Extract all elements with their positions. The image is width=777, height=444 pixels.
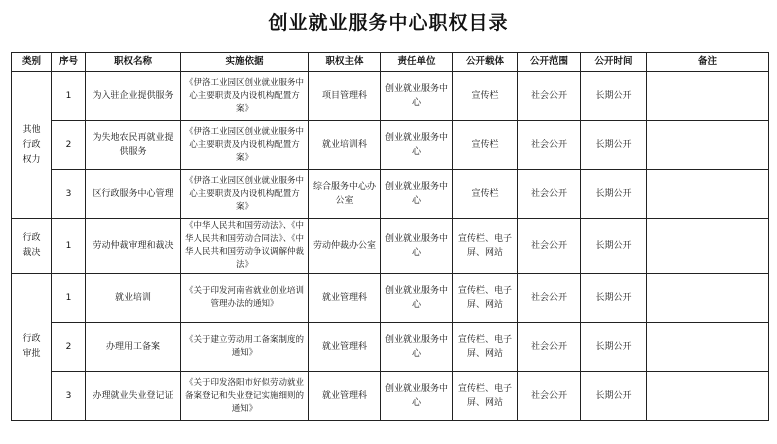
cell-subject: 项目管理科 [309, 72, 381, 121]
cell-remark [647, 121, 769, 170]
header-row [12, 53, 769, 72]
cell-basis: 《伊洛工业园区创业就业服务中心主要职责及内设机构配置方案》 [181, 121, 309, 170]
cell-responsible-unit: 创业就业服务中心 [381, 372, 453, 421]
header-subject: 职权主体 [309, 53, 381, 72]
cell-carrier: 宣传栏、电子屏、网站 [453, 323, 518, 372]
header-carrier: 公开载体 [453, 53, 518, 72]
cell-responsible-unit: 创业就业服务中心 [381, 274, 453, 323]
cell-authority-name: 就业培训 [86, 274, 181, 323]
cell-responsible-unit: 创业就业服务中心 [381, 72, 453, 121]
cell-subject: 就业管理科 [309, 372, 381, 421]
header-responsible-unit: 责任单位 [381, 53, 453, 72]
cell-scope: 社会公开 [518, 219, 581, 274]
table-row [12, 274, 769, 323]
cell-authority-name: 为失地农民再就业提供服务 [86, 121, 181, 170]
cell-authority-name: 区行政服务中心管理 [86, 170, 181, 219]
cell-responsible-unit: 创业就业服务中心 [381, 121, 453, 170]
cell-subject: 就业培训科 [309, 121, 381, 170]
cell-subject: 综合服务中心办公室 [309, 170, 381, 219]
cell-basis: 《关于印发河南省就业创业培训管理办法的通知》 [181, 274, 309, 323]
cell-category: 其他 行政 权力 [12, 72, 52, 219]
cell-subject: 就业管理科 [309, 274, 381, 323]
cell-time: 长期公开 [581, 372, 647, 421]
table-row [12, 323, 769, 372]
header-authority-name: 职权名称 [86, 53, 181, 72]
cell-authority-name: 办理就业失业登记证 [86, 372, 181, 421]
cell-number: 2 [52, 323, 86, 372]
cell-basis: 《伊洛工业园区创业就业服务中心主要职责及内设机构配置方案》 [181, 170, 309, 219]
cell-scope: 社会公开 [518, 121, 581, 170]
cell-basis: 《关于印发洛阳市好似劳动就业备案登记和失业登记实施细则的通知》 [181, 372, 309, 421]
cell-carrier: 宣传栏、电子屏、网站 [453, 372, 518, 421]
cell-carrier: 宣传栏 [453, 170, 518, 219]
cell-scope: 社会公开 [518, 323, 581, 372]
cell-category: 行政 裁决 [12, 219, 52, 274]
cell-time: 长期公开 [581, 72, 647, 121]
table-row [12, 372, 769, 421]
table-row [12, 121, 769, 170]
cell-number: 3 [52, 170, 86, 219]
cell-remark [647, 274, 769, 323]
header-scope: 公开范围 [518, 53, 581, 72]
cell-number: 2 [52, 121, 86, 170]
cell-authority-name: 劳动仲裁审理和裁决 [86, 219, 181, 274]
cell-authority-name: 办理用工备案 [86, 323, 181, 372]
cell-time: 长期公开 [581, 323, 647, 372]
header-remark: 备注 [647, 53, 769, 72]
cell-time: 长期公开 [581, 121, 647, 170]
cell-remark [647, 72, 769, 121]
authority-table [11, 52, 769, 421]
header-time: 公开时间 [581, 53, 647, 72]
header-number: 序号 [52, 53, 86, 72]
table-row [12, 72, 769, 121]
cell-carrier: 宣传栏 [453, 72, 518, 121]
cell-scope: 社会公开 [518, 72, 581, 121]
cell-authority-name: 为入驻企业提供服务 [86, 72, 181, 121]
cell-category: 行政 审批 [12, 274, 52, 421]
cell-time: 长期公开 [581, 219, 647, 274]
table-row [12, 170, 769, 219]
cell-responsible-unit: 创业就业服务中心 [381, 323, 453, 372]
cell-number: 3 [52, 372, 86, 421]
table-body [12, 72, 769, 421]
cell-number: 1 [52, 274, 86, 323]
cell-scope: 社会公开 [518, 372, 581, 421]
cell-responsible-unit: 创业就业服务中心 [381, 219, 453, 274]
cell-subject: 就业管理科 [309, 323, 381, 372]
cell-time: 长期公开 [581, 274, 647, 323]
cell-carrier: 宣传栏、电子屏、网站 [453, 274, 518, 323]
cell-scope: 社会公开 [518, 170, 581, 219]
cell-number: 1 [52, 219, 86, 274]
cell-subject: 劳动仲裁办公室 [309, 219, 381, 274]
cell-number: 1 [52, 72, 86, 121]
cell-carrier: 宣传栏、电子屏、网站 [453, 219, 518, 274]
document-title: 创业就业服务中心职权目录 [268, 12, 509, 34]
header-category: 类别 [12, 53, 52, 72]
cell-scope: 社会公开 [518, 274, 581, 323]
cell-remark [647, 372, 769, 421]
cell-basis: 《伊洛工业园区创业就业服务中心主要职责及内设机构配置方案》 [181, 72, 309, 121]
cell-remark [647, 170, 769, 219]
cell-responsible-unit: 创业就业服务中心 [381, 170, 453, 219]
cell-remark [647, 219, 769, 274]
cell-carrier: 宣传栏 [453, 121, 518, 170]
cell-basis: 《关于建立劳动用工备案制度的通知》 [181, 323, 309, 372]
cell-time: 长期公开 [581, 170, 647, 219]
table-row [12, 219, 769, 274]
cell-basis: 《中华人民共和国劳动法》、《中华人民共和国劳动合同法》、《中华人民共和国劳动争议调解仲裁法》 [181, 219, 309, 274]
cell-remark [647, 323, 769, 372]
header-basis: 实施依据 [181, 53, 309, 72]
